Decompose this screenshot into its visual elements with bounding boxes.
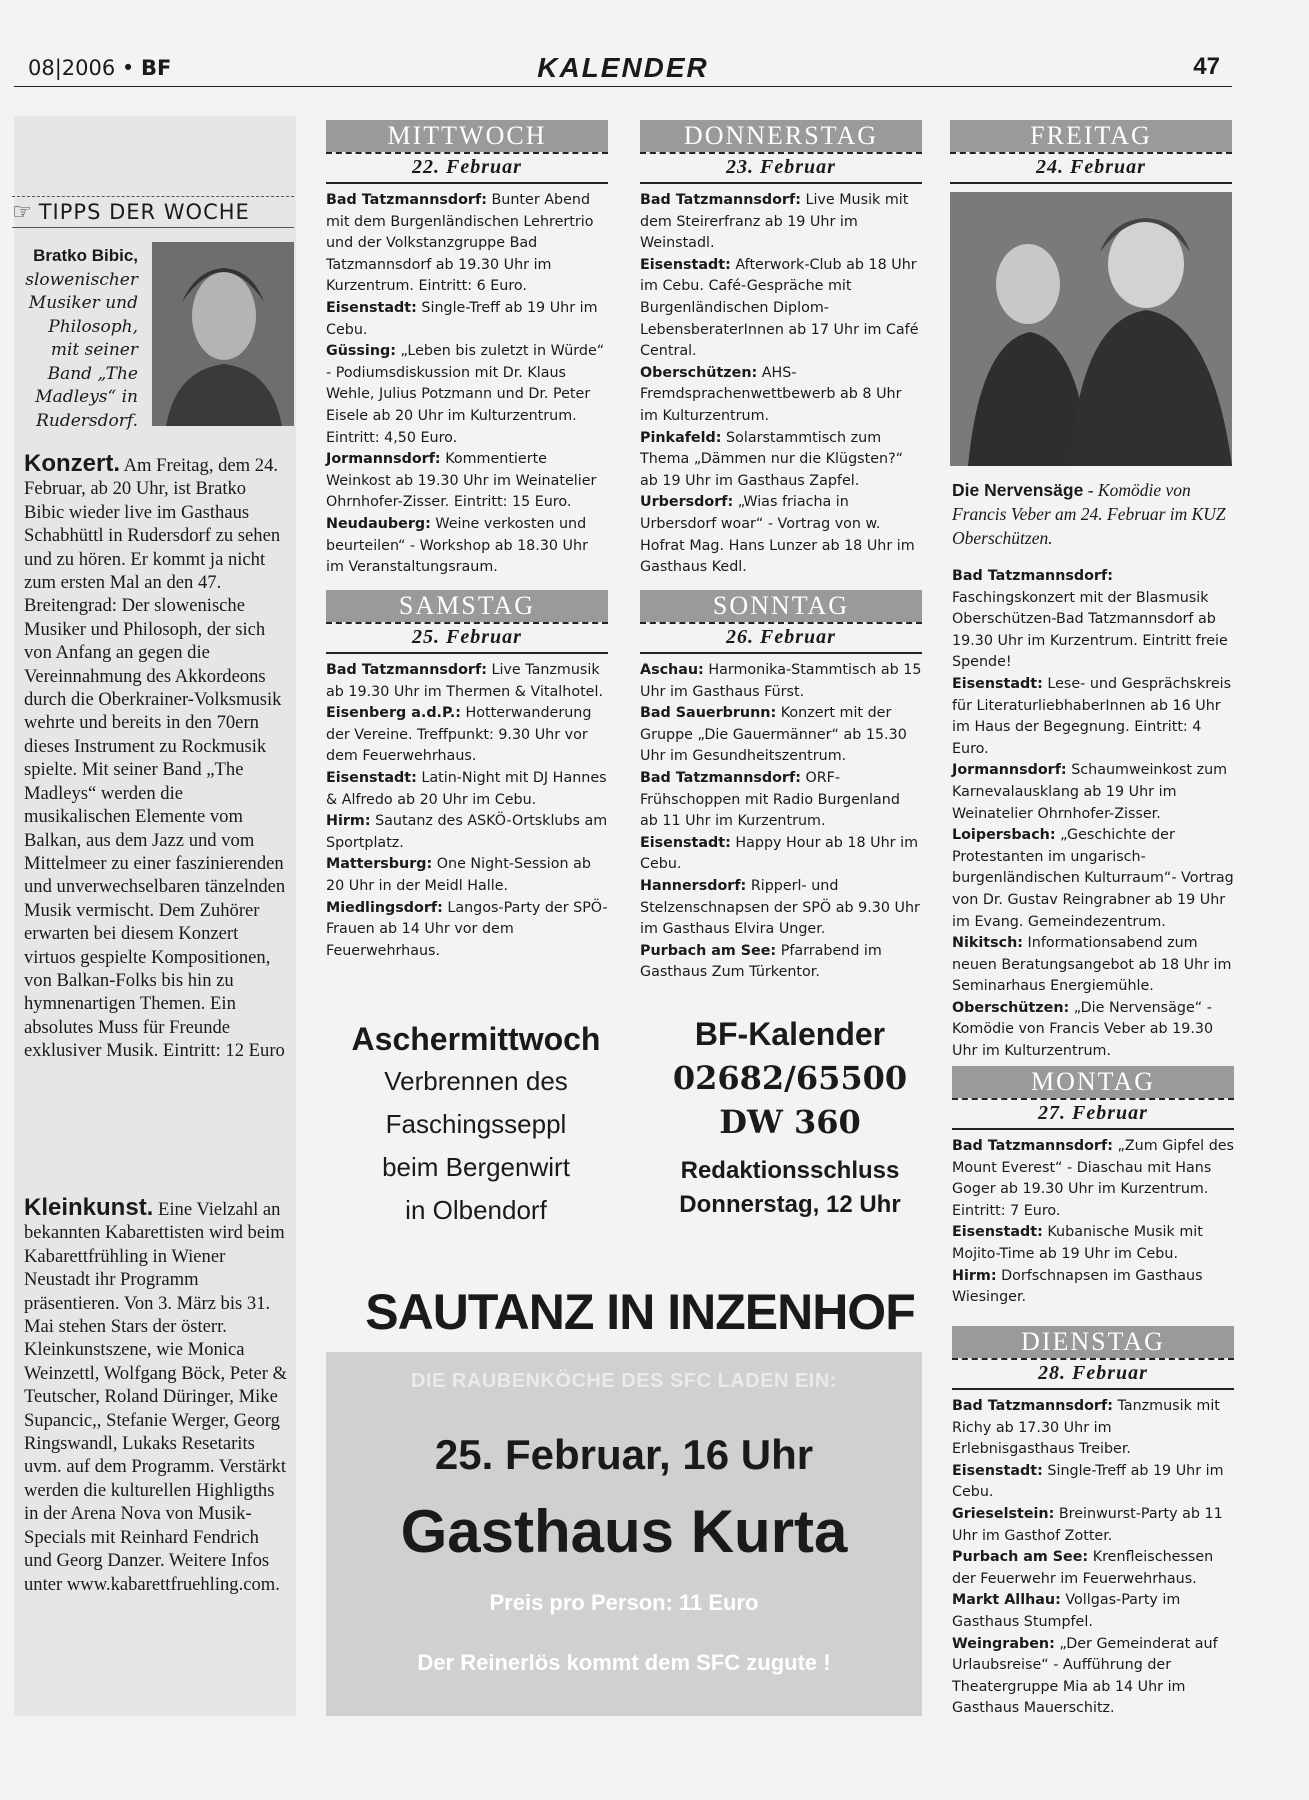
event-text: Dorfschnapsen im Gasthaus Wiesinger. xyxy=(952,1267,1203,1306)
portrait-caption: Bratko Bibic, slowenischer Musiker und Philosoph, mit seiner Band „The Madleys“ in Rudersdorf. xyxy=(25,246,138,431)
day-header-freitag: FREITAG 24. Februar xyxy=(950,120,1232,182)
events-sonntag xyxy=(640,660,922,984)
events-samstag xyxy=(326,660,608,962)
event-text: Live Tanzmusik ab 19.30 Uhr im Thermen & Vitalhotel. xyxy=(326,662,603,700)
event-text: Harmonika-Stammtisch ab 15 Uhr im Gasthaus Fürst. xyxy=(640,662,922,700)
event-place: Bad Tatzmannsdorf: xyxy=(640,192,801,208)
event-entry xyxy=(952,1634,1234,1720)
event-entry xyxy=(326,811,608,854)
event-text: „Zum Gipfel des Mount Everest“ - Diaschau mit Hans Goger ab 19.30 Uhr im Kurzentrum. Eintritt: 7 Euro. xyxy=(952,1138,1235,1219)
event-place: Eisenstadt: xyxy=(326,769,417,786)
event-entry xyxy=(952,674,1234,760)
events-dienstag xyxy=(952,1396,1234,1720)
event-text: Ripperl- und Stelzenschnapsen der SPÖ ab 9.30 Uhr im Gasthaus Elvira Unger. xyxy=(640,877,920,938)
event-place: Bad Tatzmannsdorf: xyxy=(952,568,1113,584)
brand-name: BF xyxy=(141,56,172,80)
event-place: Mattersburg: xyxy=(326,856,433,873)
event-entry xyxy=(952,566,1234,674)
event-text: Informationsabend zum neuen Beratungsangebot ab 18 Uhr im Seminarhaus Energiemühle. xyxy=(952,935,1232,995)
event-text: Happy Hour ab 18 Uhr im Cebu. xyxy=(640,834,919,873)
day-header-sonntag: SONNTAG 26. Februar xyxy=(640,590,922,652)
event-text: Live Musik mit dem Steirerfranz ab 19 Uhr im Weinstadl. xyxy=(640,192,909,252)
event-place: Eisenstadt: xyxy=(640,834,731,851)
event-entry xyxy=(952,1547,1234,1590)
event-place: Hirm: xyxy=(326,813,371,830)
pointing-hand-icon: ☞ xyxy=(12,200,33,225)
day-header-samstag: SAMSTAG 25. Februar xyxy=(326,590,608,652)
event-text: Krenfleischessen der Feuerwehr im Feuerwehrhaus. xyxy=(952,1549,1214,1587)
event-place: Oberschützen: xyxy=(952,999,1070,1016)
event-text: Konzert mit der Gruppe „Die Gauermänner“ ab 15.30 Uhr im Gesundheitszentrum. xyxy=(640,705,907,765)
event-text: Weine verkosten und beurteilen“ - Workshop ab 18.30 Uhr im Veranstaltungsraum. xyxy=(326,515,588,576)
event-entry xyxy=(640,428,922,493)
event-entry xyxy=(326,768,608,811)
event-place: Bad Tatzmannsdorf: xyxy=(952,1138,1113,1154)
section-title: KALENDER xyxy=(537,52,709,83)
aschermittwoch-ad: Aschermittwoch Verbrennen des Faschingsseppl beim Bergenwirt in Olbendorf xyxy=(351,1021,601,1225)
event-text: Single-Treff ab 19 Uhr im Cebu. xyxy=(326,299,598,338)
event-entry xyxy=(640,660,922,703)
event-place: Purbach am See: xyxy=(952,1549,1089,1566)
day-header-dienstag: DIENSTAG 28. Februar xyxy=(952,1326,1234,1388)
event-text: Tanzmusik mit Richy ab 17.30 Uhr im Erlebnisgasthaus Treiber. xyxy=(952,1398,1220,1458)
events-donnerstag xyxy=(640,190,922,579)
event-place: Jormannsdorf: xyxy=(326,451,441,468)
event-text: One Night-Session ab 20 Uhr in der Meidl Halle. xyxy=(326,856,591,894)
event-entry xyxy=(952,1266,1234,1309)
event-text: „Der Gemeinderat auf Urlaubsreise“ - Aufführung der Theatergruppe Mia ab 14 Uhr im Gasthaus Mauerschitz. xyxy=(952,1635,1218,1717)
event-place: Bad Tatzmannsdorf: xyxy=(952,1398,1113,1414)
event-entry xyxy=(326,854,608,897)
event-text: Bunter Abend mit dem Burgenländischen Lehrertrio und der Volkstanzgruppe Bad Tatzmannsdorf ab 19.30 Uhr im Kurzentrum. Eintritt: 6 Euro. xyxy=(326,192,594,295)
event-entry xyxy=(326,660,608,703)
event-entry xyxy=(952,825,1234,933)
event-place: Hirm: xyxy=(952,1267,997,1284)
event-entry xyxy=(640,941,922,984)
event-text: „Leben bis zuletzt in Würde“ - Podiumsdiskussion mit Dr. Klaus Wehle, Julius Potzmann und Dr. Peter Eisele ab 20 Uhr im Kulturzentrum. Eintritt: 4,50 Euro. xyxy=(326,343,605,446)
event-entry xyxy=(640,833,922,876)
event-text: Schaumweinkost zum Karnevalausklang ab 19 Uhr im Weinatelier Ohrnhofer-Zisser. xyxy=(952,762,1228,822)
event-entry xyxy=(326,514,608,579)
events-montag xyxy=(952,1136,1234,1309)
event-entry xyxy=(952,1461,1234,1504)
day-header-montag: MONTAG 27. Februar xyxy=(952,1066,1234,1128)
event-entry xyxy=(640,190,922,255)
event-text: „Die Nervensäge“ - Komödie von Francis Veber ab 19.30 Uhr im Kulturzentrum. xyxy=(952,999,1214,1060)
event-text: Pfarrabend im Gasthaus Zum Türkentor. xyxy=(640,942,882,981)
event-place: Pinkafeld: xyxy=(640,429,722,446)
event-place: Bad Tatzmannsdorf: xyxy=(326,662,487,678)
event-text: AHS-Fremdsprachenwettbewerb ab 8 Uhr im Kulturzentrum. xyxy=(640,364,902,424)
event-text: Kommentierte Weinkost ab 19.30 Uhr im Weinatelier Ohrnhofer-Zisser. Eintritt: 15 Euro. xyxy=(326,451,597,511)
event-place: Nikitsch: xyxy=(952,935,1023,952)
event-text: Single-Treff ab 19 Uhr im Cebu. xyxy=(952,1462,1224,1501)
nervensaege-caption: Die Nervensäge - Komödie von Francis Veber am 24. Februar im KUZ Oberschützen. xyxy=(952,480,1226,548)
event-entry xyxy=(952,1136,1234,1222)
event-entry xyxy=(640,255,922,363)
events-mittwoch xyxy=(326,190,608,579)
kleinkunst-article: Kleinkunst. Eine Vielzahl an bekannten Kabarettisten wird beim Kabarettfrühling in Wiener Neustadt ihr Programm präsentieren. Von 3. März bis 31. Mai stehen Stars der österr. Kleinkunstszene, wie Monica Weinzettl, Wolfgang Böck, Peter & Teutscher, Roland Düringer, Mike Supancic,, Stefanie Werger, Georg Ringswandl, Lukaks Resetarits uvm. auf dem Programm. Verstärkt werden die kulturellen Highligths in der Arena Nova von Musik-Specials mit Reinhard Fendrich und Georg Danzer. Weitere Infos unter www.kabarettfruehling.com. xyxy=(24,1194,288,1595)
event-entry xyxy=(326,298,608,341)
event-place: Neudauberg: xyxy=(326,515,431,532)
event-entry xyxy=(952,760,1234,825)
event-text: Afterwork-Club ab 18 Uhr im Cebu. Café-Gespräche mit Burgenländischen Diplom-LebensberaterInnen ab 17 Uhr im Café Central. xyxy=(640,256,919,360)
event-place: Oberschützen: xyxy=(640,364,758,381)
event-entry xyxy=(326,341,608,449)
bf-kalender-ad: BF-Kalender 02682/65500 DW 360 Redaktionsschluss Donnerstag, 12 Uhr xyxy=(640,1012,940,1222)
event-place: Jormannsdorf: xyxy=(952,762,1067,779)
event-place: Güssing: xyxy=(326,343,396,360)
event-text: Latin-Night mit DJ Hannes & Alfredo ab 20 Uhr im Cebu. xyxy=(326,769,607,808)
tipps-label: ☞ TIPPS DER WOCHE xyxy=(12,196,294,228)
sautanz-title: SAUTANZ IN INZENHOF xyxy=(365,1284,915,1340)
event-entry xyxy=(952,1222,1234,1265)
event-place: Aschau: xyxy=(640,662,704,678)
event-place: Weingraben: xyxy=(952,1635,1055,1652)
event-entry xyxy=(640,492,922,578)
event-place: Purbach am See: xyxy=(640,942,777,959)
event-entry xyxy=(326,190,608,298)
event-place: Urbersdorf: xyxy=(640,494,734,511)
issue-number: 08|2006 • BF xyxy=(28,56,172,80)
event-entry xyxy=(326,703,608,768)
event-text: Hotterwanderung der Vereine. Treffpunkt: 9.30 Uhr vor dem Feuerwehrhaus. xyxy=(326,705,592,765)
event-entry xyxy=(326,449,608,514)
event-text: Vollgas-Party im Gasthaus Stumpfel. xyxy=(952,1592,1181,1630)
event-place: Eisenstadt: xyxy=(952,675,1043,692)
day-header-donnerstag: DONNERSTAG 23. Februar xyxy=(640,120,922,182)
event-text: Lese- und Gesprächskreis für LiteraturliebhaberInnen ab 16 Uhr im Haus der Begegnung. Eintritt: 4 Euro. xyxy=(952,675,1232,757)
page-header xyxy=(14,50,1232,87)
event-place: Hannersdorf: xyxy=(640,877,747,894)
nervensaege-photo xyxy=(950,192,1232,466)
event-entry xyxy=(952,1504,1234,1547)
event-place: Bad Sauerbrunn: xyxy=(640,705,777,722)
konzert-article: Konzert. Am Freitag, dem 24. Februar, ab 20 Uhr, ist Bratko Bibic wieder live im Gasthaus Schabhüttl in Rudersdorf zu sehen und zu hören. Er kommt ja nicht zum ersten Mal an den 47. Breitengrad: Der slowenische Musiker und Philosoph, der sich von Anfang an gegen die Vereinnahmung des Akkordeons durch die Oberkrainer-Volksmusik wehrte und bereits in den 70ern dieses Instrument zu Rockmusik spielte. Mit seiner Band „The Madleys“ werden die musikalischen Elemente vom Balkan, aus dem Jazz und vom Mittelmeer zu einer faszinierenden und unverwechselbaren tänzelnden Musik vermischt. Dem Zuhörer erwarten bei diesem Konzert virtuos gespielte Kompositionen, von Balkan-Folks bis hin zu hymnenartigen Themen. Ein absolutes Muss für Freunde exklusiver Musik. Eintritt: 12 Euro xyxy=(24,450,286,1062)
event-entry xyxy=(640,703,922,768)
event-text: Solarstammtisch zum Thema „Dämmen nur die Klügsten?“ ab 19 Uhr im Gasthaus Zapfel. xyxy=(640,429,904,489)
event-entry xyxy=(640,768,922,833)
events-freitag xyxy=(952,566,1234,1063)
event-entry xyxy=(952,1590,1234,1633)
portrait-photo xyxy=(152,242,294,426)
event-text: ORF-Frühschoppen mit Radio Burgenland ab 11 Uhr im Kurzentrum. xyxy=(640,769,900,830)
phone-number: 02682/65500 xyxy=(672,1059,908,1097)
event-place: Miedlingsdorf: xyxy=(326,899,443,916)
event-text: „Wias friacha in Urbersdorf woar“ - Vortrag von w. Hofrat Mag. Hans Lunzer ab 18 Uhr im Gasthaus Kedl. xyxy=(640,494,915,576)
event-text: Faschingskonzert mit der Blasmusik Oberschützen-Bad Tatzmannsdorf ab 19.30 Uhr im Kurzentrum. Eintritt freie Spende! xyxy=(952,589,1228,671)
event-entry xyxy=(640,876,922,941)
event-place: Eisenstadt: xyxy=(952,1224,1043,1241)
sautanz-ad: DIE RAUBENKÖCHE DES SFC LADEN EIN: 25. Februar, 16 Uhr Gasthaus Kurta Preis pro Person: 11 Euro Der Reinerlös kommt dem SFC zugute ! xyxy=(326,1352,922,1716)
event-place: Eisenstadt: xyxy=(952,1462,1043,1479)
event-text: Sautanz des ASKÖ-Ortsklubs am Sportplatz. xyxy=(326,813,608,851)
event-place: Bad Tatzmannsdorf: xyxy=(640,769,801,786)
event-entry xyxy=(952,1396,1234,1461)
event-place: Grieselstein: xyxy=(952,1505,1055,1522)
event-text: Breinwurst-Party ab 11 Uhr im Gasthof Zotter. xyxy=(952,1505,1223,1544)
event-place: Loipersbach: xyxy=(952,827,1056,844)
event-entry xyxy=(640,363,922,428)
day-header-mittwoch: MITTWOCH 22. Februar xyxy=(326,120,608,182)
event-text: „Geschichte der Protestanten im ungarisch-burgenländischen Kulturraum“- Vortrag von Dr. Gustav Reingrabner ab 19 Uhr im Evang. Gemeindezentrum. xyxy=(952,827,1234,930)
event-place: Bad Tatzmannsdorf: xyxy=(326,192,487,208)
event-place: Eisenberg a.d.P.: xyxy=(326,705,461,722)
event-entry xyxy=(952,998,1234,1063)
event-text: Kubanische Musik mit Mojito-Time ab 19 Uhr im Cebu. xyxy=(952,1224,1203,1262)
event-entry xyxy=(952,933,1234,998)
event-entry xyxy=(326,898,608,963)
event-place: Markt Allhau: xyxy=(952,1592,1061,1609)
event-text: Langos-Party der SPÖ-Frauen ab 14 Uhr vor dem Feuerwehrhaus. xyxy=(326,899,608,959)
page-number: 47 xyxy=(1193,53,1220,80)
event-place: Eisenstadt: xyxy=(326,299,417,316)
event-place: Eisenstadt: xyxy=(640,256,731,273)
